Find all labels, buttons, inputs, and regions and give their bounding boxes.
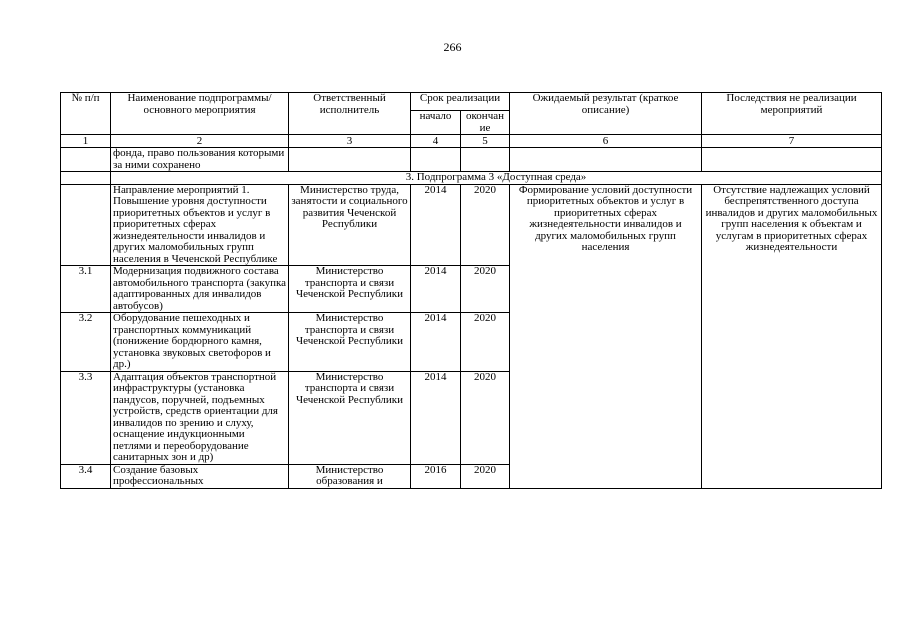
direction-end: 2020 [461,184,510,266]
header-executor: Ответственный исполнитель [289,93,411,135]
row-start: 2016 [411,464,461,488]
table-row [61,371,882,464]
row-num: 3.1 [61,266,111,313]
direction-result: Формирование условий доступности приоритетных объектов и услуг в приоритетных сферах жизнедеятельности инвалидов и других маломобильных групп населения [510,184,702,266]
row-executor: Министерство транспорта и связи Чеченской Республики [289,313,411,372]
continued-row [61,148,882,172]
header-num: № п/п [61,93,111,135]
column-number: 2 [111,135,289,148]
column-number: 3 [289,135,411,148]
row-name: Модернизация подвижного состава автомобильного транспорта (закупка адаптированных для инвалидов автобусов) [111,266,289,313]
header-consequences: Последствия не реализации мероприятий [702,93,882,135]
row-start: 2014 [411,371,461,464]
continued-name: фонда, право пользования которыми за ними сохранено [111,148,289,172]
row-name: Создание базовых профессиональных [111,464,289,488]
row-executor: Министерство транспорта и связи Чеченской Республики [289,266,411,313]
column-number: 1 [61,135,111,148]
header-name: Наименование подпрограммы/ основного мероприятия [111,93,289,135]
row-start: 2014 [411,266,461,313]
column-number: 6 [510,135,702,148]
row-start: 2014 [411,313,461,372]
section-row [61,172,882,185]
row-end: 2020 [461,464,510,488]
table-row [61,464,882,488]
row-num: 3.4 [61,464,111,488]
row-num: 3.3 [61,371,111,464]
direction-name: Направление мероприятий 1. Повышение уровня доступности приоритетных объектов и услуг в приоритетных сферах жизнедеятельности инвалидов и других маломобильных групп населения в Чеченской Республике [111,184,289,266]
column-number: 5 [461,135,510,148]
section-title: 3. Подпрограмма 3 «Доступная среда» [111,172,882,185]
header-result: Ожидаемый результат (краткое описание) [510,93,702,135]
row-name: Оборудование пешеходных и транспортных коммуникаций (понижение бордюрного камня, установка звуковых светофоров и др.) [111,313,289,372]
row-num: 3.2 [61,313,111,372]
row-end: 2020 [461,266,510,313]
table-row [61,266,882,313]
row-executor: Министерство транспорта и связи Чеченской Республики [289,371,411,464]
table-row [61,313,882,372]
row-name: Адаптация объектов транспортной инфраструктуры (установка пандусов, поручней, подъемных устройств, средств ориентации для инвалидов по зрению и слуху, оснащение индукционными петлями и переоборудование санитарных зон и др) [111,371,289,464]
column-number: 4 [411,135,461,148]
row-executor: Министерство образования и [289,464,411,488]
column-number: 7 [702,135,882,148]
header-period: Срок реализации [411,93,510,111]
header-end: окончан ие [461,111,510,135]
row-end: 2020 [461,371,510,464]
direction-row [61,184,882,266]
page-number: 266 [443,40,462,54]
row-end: 2020 [461,313,510,372]
direction-start: 2014 [411,184,461,266]
header-start: начало [411,111,461,135]
program-table [60,92,882,489]
direction-executor: Министерство труда, занятости и социального развития Чеченской Республики [289,184,411,266]
direction-consequences: Отсутствие надлежащих условий беспрепятственного доступа инвалидов и других маломобильных групп населения к объектам и услугам в приоритетных сферах жизнедеятельности [702,184,882,266]
